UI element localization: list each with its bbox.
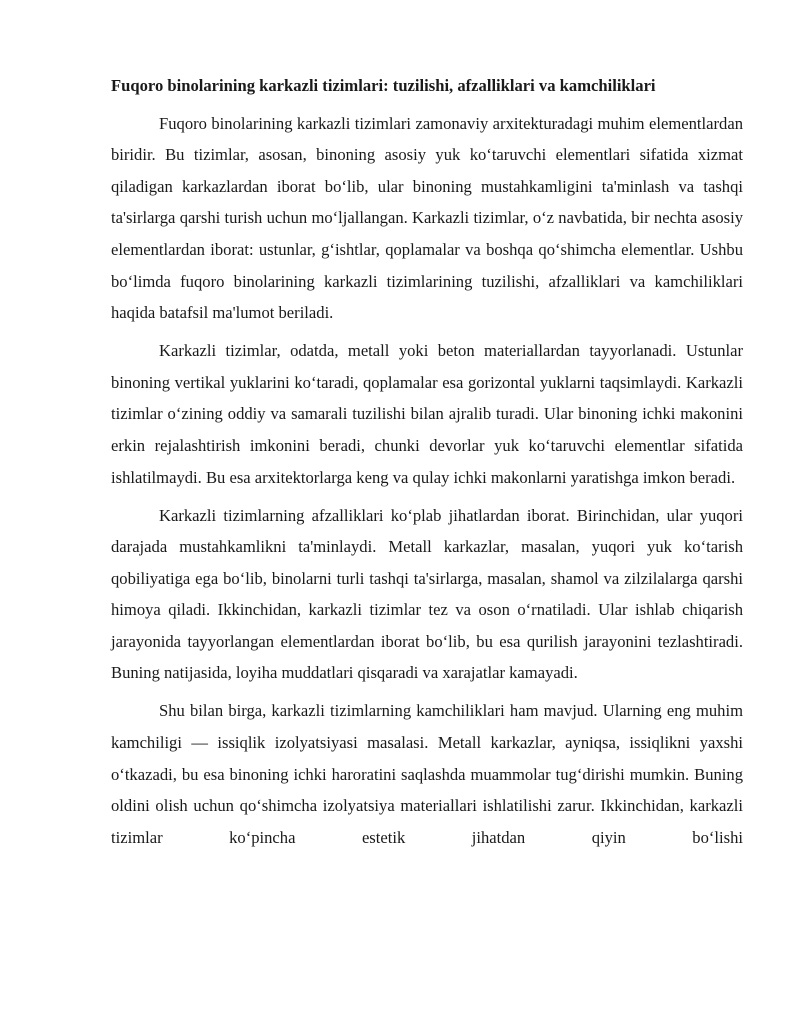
document-title: Fuqoro binolarining karkazli tizimlari: tuzilishi, afzalliklari va kamchiliklari [111,76,656,95]
paragraph-advantages: Karkazli tizimlarning afzalliklari ko‘plab jihatlardan iborat. Birinchidan, ular yuqori darajada mustahkamlikni ta'minlaydi. Metall karkazlar, masalan, yuqori yuk ko‘tarish qobiliyatiga ega bo‘lib, binolarni turli tashqi ta'sirlarga, masalan, shamol va zilzilalarga qarshi himoya qiladi. Ikkinchidan, karkazli tizimlar tez va oson o‘rnatiladi. Ular ishlab chiqarish jarayonida tayyorlangan elementlardan iborat bo‘lib, bu esa qurilish jarayonini tezlashtiradi. Buning natijasida, loyiha muddatlari qisqaradi va xarajatlar kamayadi. [111,505,743,683]
paragraph-intro: Fuqoro binolarining karkazli tizimlari zamonaviy arxitekturadagi muhim elementlardan biridir. Bu tizimlar, asosan, binoning asosiy yuk ko‘taruvchi elementlari sifatida xizmat qiladigan karkazlardan iborat bo‘lib, ular binoning mustahkamligini ta'minlash va tashqi ta'sirlarga qarshi turish uchun mo‘ljallangan. Karkazli tizimlar, o‘z navbatida, bir nechta asosiy elementlardan iborat: ustunlar, g‘ishtlar, qoplamalar va boshqa qo‘shimcha elementlar. Ushbu bo‘limda fuqoro binolarining karkazli tizimlarining tuzilishi, afzalliklari va kamchiliklari haqida batafsil ma'lumot beriladi. [111,113,743,323]
paragraph-disadvantages: Shu bilan birga, karkazli tizimlarning kamchiliklari ham mavjud. Ularning eng muhim kamchiligi — issiqlik izolyatsiyasi masalasi. Metall karkazlar, ayniqsa, issiqlikni yaxshi o‘tkazadi, bu esa binoning ichki haroratini saqlashda muammolar tug‘dirishi mumkin. Buning oldini olish uchun qo‘shimcha izolyatsiya materiallari ishlatilishi zarur. Ikkinchidan, karkazli tizimlar ko‘pincha estetik jihatdan qiyin bo‘lishi [111,701,743,847]
document-body [111,70,743,860]
paragraph-structure: Karkazli tizimlar, odatda, metall yoki beton materiallardan tayyorlanadi. Ustunlar binoning vertikal yuklarini ko‘taradi, qoplamalar esa gorizontal yuklarni taqsimlaydi. Karkazli tizimlar o‘zining oddiy va samarali tuzilishi bilan ajralib turadi. Ular binoning ichki makonini erkin rejalashtirish imkonini beradi, chunki devorlar yuk ko‘taruvchi elementlar sifatida ishlatilmaydi. Bu esa arxitektorlarga keng va qulay ichki makonlarni yaratishga imkon beradi. [111,341,743,487]
